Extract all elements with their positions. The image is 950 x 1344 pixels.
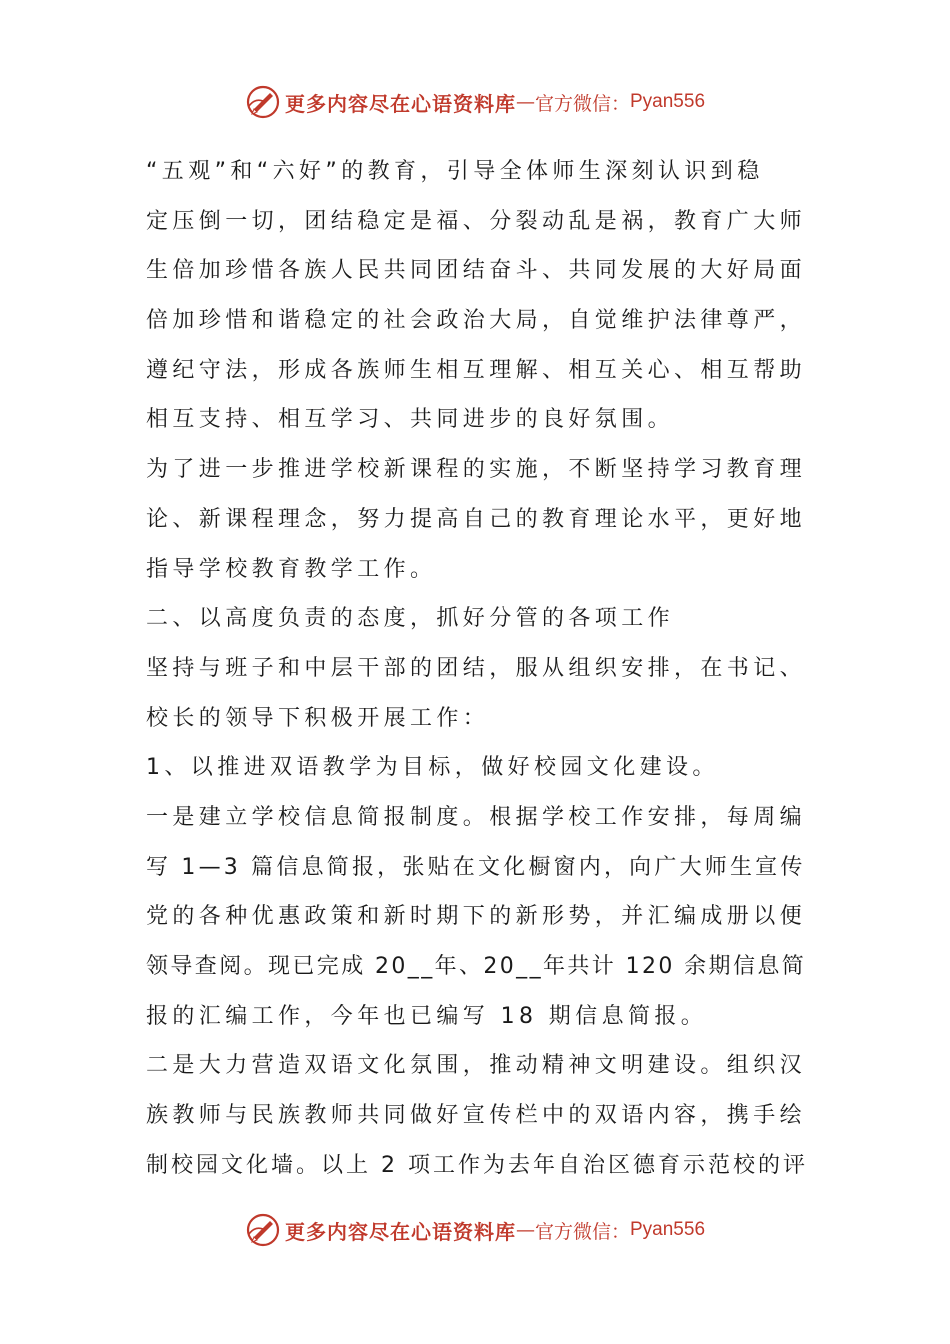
text-line: 为了进一步推进学校新课程的实施，不断坚持学习教育理 bbox=[146, 457, 807, 483]
text-line: 倍加珍惜和谐稳定的社会政治大局，自觉维护法律尊严， bbox=[146, 308, 807, 334]
banner-wechat-id: Pyan556 bbox=[630, 91, 706, 112]
banner-separator: — bbox=[515, 1219, 535, 1241]
text-line: 二是大力营造双语文化氛围，推动精神文明建设。组织汉 bbox=[146, 1053, 807, 1079]
text-line: 定压倒一切，团结稳定是福、分裂动乱是祸，教育广大师 bbox=[146, 208, 807, 234]
banner-wechat-id: Pyan556 bbox=[630, 1219, 706, 1240]
footer-banner bbox=[0, 1208, 950, 1252]
text-line: 论、新课程理念，努力提高自己的教育理论水平，更好地 bbox=[146, 506, 807, 532]
text-line: 领导查阅。现已完成 20__年、20__年共计 120 余期信息简 bbox=[146, 954, 807, 979]
banner-slogan: 更多内容尽在心语资料库 bbox=[284, 1219, 516, 1244]
pen-logo-icon bbox=[245, 84, 281, 120]
text-line: “五观”和“六好”的教育，引导全体师生深刻认识到稳 bbox=[146, 159, 764, 184]
text-line: 坚持与班子和中层干部的团结，服从组织安排，在书记、 bbox=[146, 655, 807, 681]
text-line: 族教师与民族教师共同做好宣传栏中的双语内容，携手绘 bbox=[146, 1103, 807, 1129]
text-line: 制校园文化墙。以上 2 项工作为去年自治区德育示范校的评 bbox=[146, 1152, 808, 1178]
text-line: 相互支持、相互学习、共同进步的良好氛围。 bbox=[146, 407, 675, 433]
text-line: 1、以推进双语教学为目标，做好校园文化建设。 bbox=[146, 755, 719, 781]
text-line: 遵纪守法，形成各族师生相互理解、相互关心、相互帮助 bbox=[146, 357, 807, 383]
text-line: 指导学校教育教学工作。 bbox=[146, 556, 437, 582]
pen-logo-icon bbox=[245, 1212, 281, 1248]
text-line: 校长的领导下积极开展工作： bbox=[146, 705, 490, 731]
document-body bbox=[146, 147, 806, 1190]
text-line: 生倍加珍惜各族人民共同团结奋斗、共同发展的大好局面 bbox=[146, 258, 807, 284]
text-line: 写 1—3 篇信息简报，张贴在文化橱窗内，向广大师生宣传 bbox=[146, 854, 806, 880]
banner-wechat-label: 官方微信： bbox=[534, 1220, 630, 1243]
text-line: 二、以高度负责的态度，抓好分管的各项工作 bbox=[146, 606, 675, 632]
text-line: 党的各种优惠政策和新时期下的新形势，并汇编成册以便 bbox=[146, 904, 807, 930]
text-line: 报的汇编工作，今年也已编写 18 期信息简报。 bbox=[146, 1003, 708, 1029]
banner-separator: — bbox=[515, 91, 535, 113]
header-banner bbox=[0, 80, 950, 124]
banner-slogan: 更多内容尽在心语资料库 bbox=[284, 91, 516, 116]
banner-wechat-label: 官方微信： bbox=[534, 92, 630, 115]
text-line: 一是建立学校信息简报制度。根据学校工作安排，每周编 bbox=[146, 804, 807, 830]
